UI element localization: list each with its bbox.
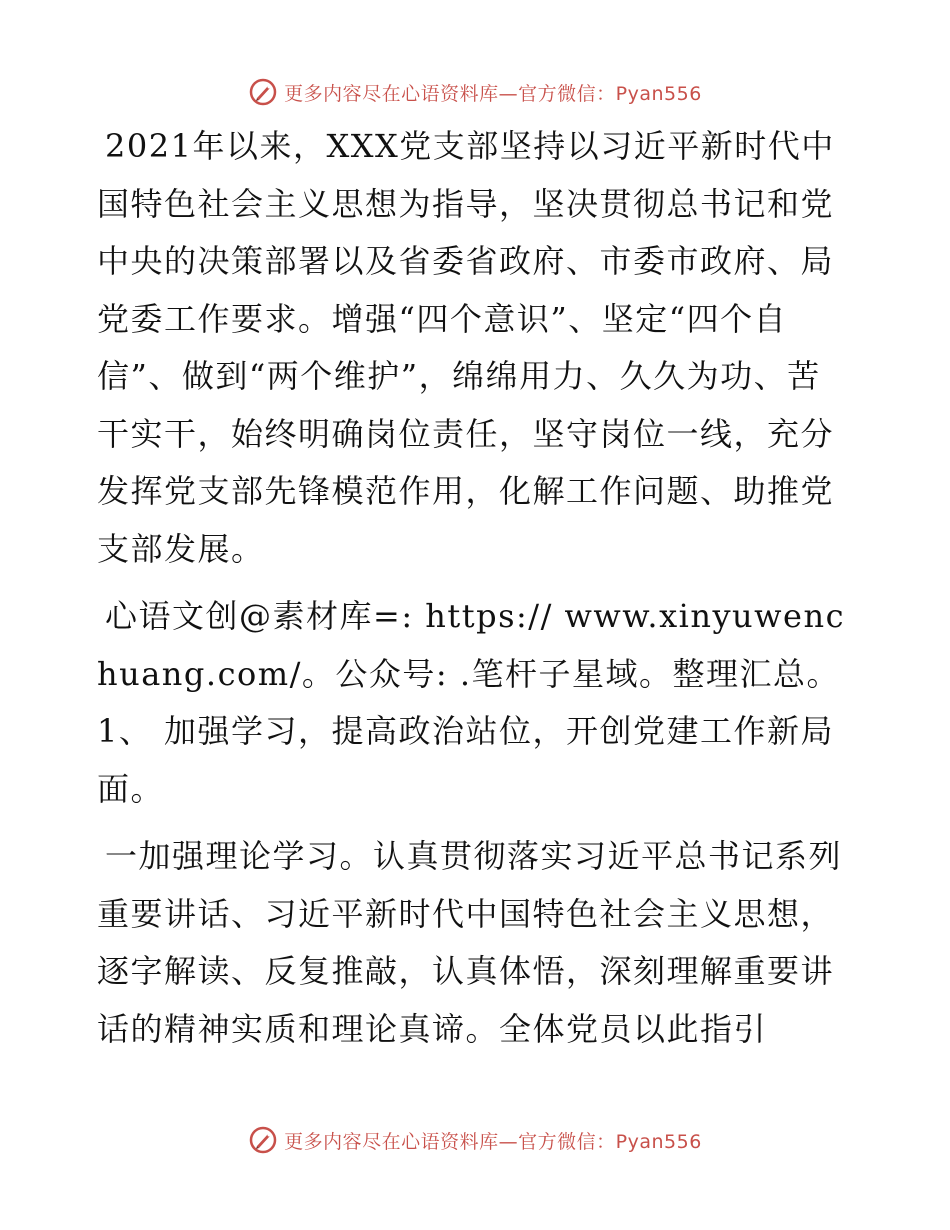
footer-banner-text: 更多内容尽在心语资料库—官方微信：Pyan556 bbox=[284, 1130, 702, 1153]
header-banner bbox=[0, 72, 950, 112]
footer-banner bbox=[0, 1120, 950, 1160]
paragraph-1: 2021年以来，XXX党支部坚持以习近平新时代中国特色社会主义思想为指导，坚决贯彻总书记和党中央的决策部署以及省委省政府、市委市政府、局党委工作要求。增强“四个意识”、坚定“四个自信”、做到“两个维护”，绵绵用力、久久为功、苦干实干，始终明确岗位责任，坚守岗位一线，充分发挥党支部先锋模范作用，化解工作问题、助推党支部发展。 bbox=[97, 127, 835, 568]
pen-logo-icon bbox=[248, 1125, 278, 1155]
pen-logo-icon bbox=[248, 77, 278, 107]
header-banner-text: 更多内容尽在心语资料库—官方微信：Pyan556 bbox=[284, 82, 702, 105]
paragraph-2: 心语文创@素材库=: https:// www.xinyuwenchuang.com/。公众号: .笔杆子星域。整理汇总。1、 加强学习，提高政治站位，开创党建工作新局面。 bbox=[97, 597, 846, 808]
document-body bbox=[97, 118, 853, 1068]
paragraph-3: 一加强理论学习。认真贯彻落实习近平总书记系列重要讲话、习近平新时代中国特色社会主义思想，逐字解读、反复推敲，认真体悟，深刻理解重要讲话的精神实质和理论真谛。全体党员以此指引 bbox=[97, 837, 843, 1048]
